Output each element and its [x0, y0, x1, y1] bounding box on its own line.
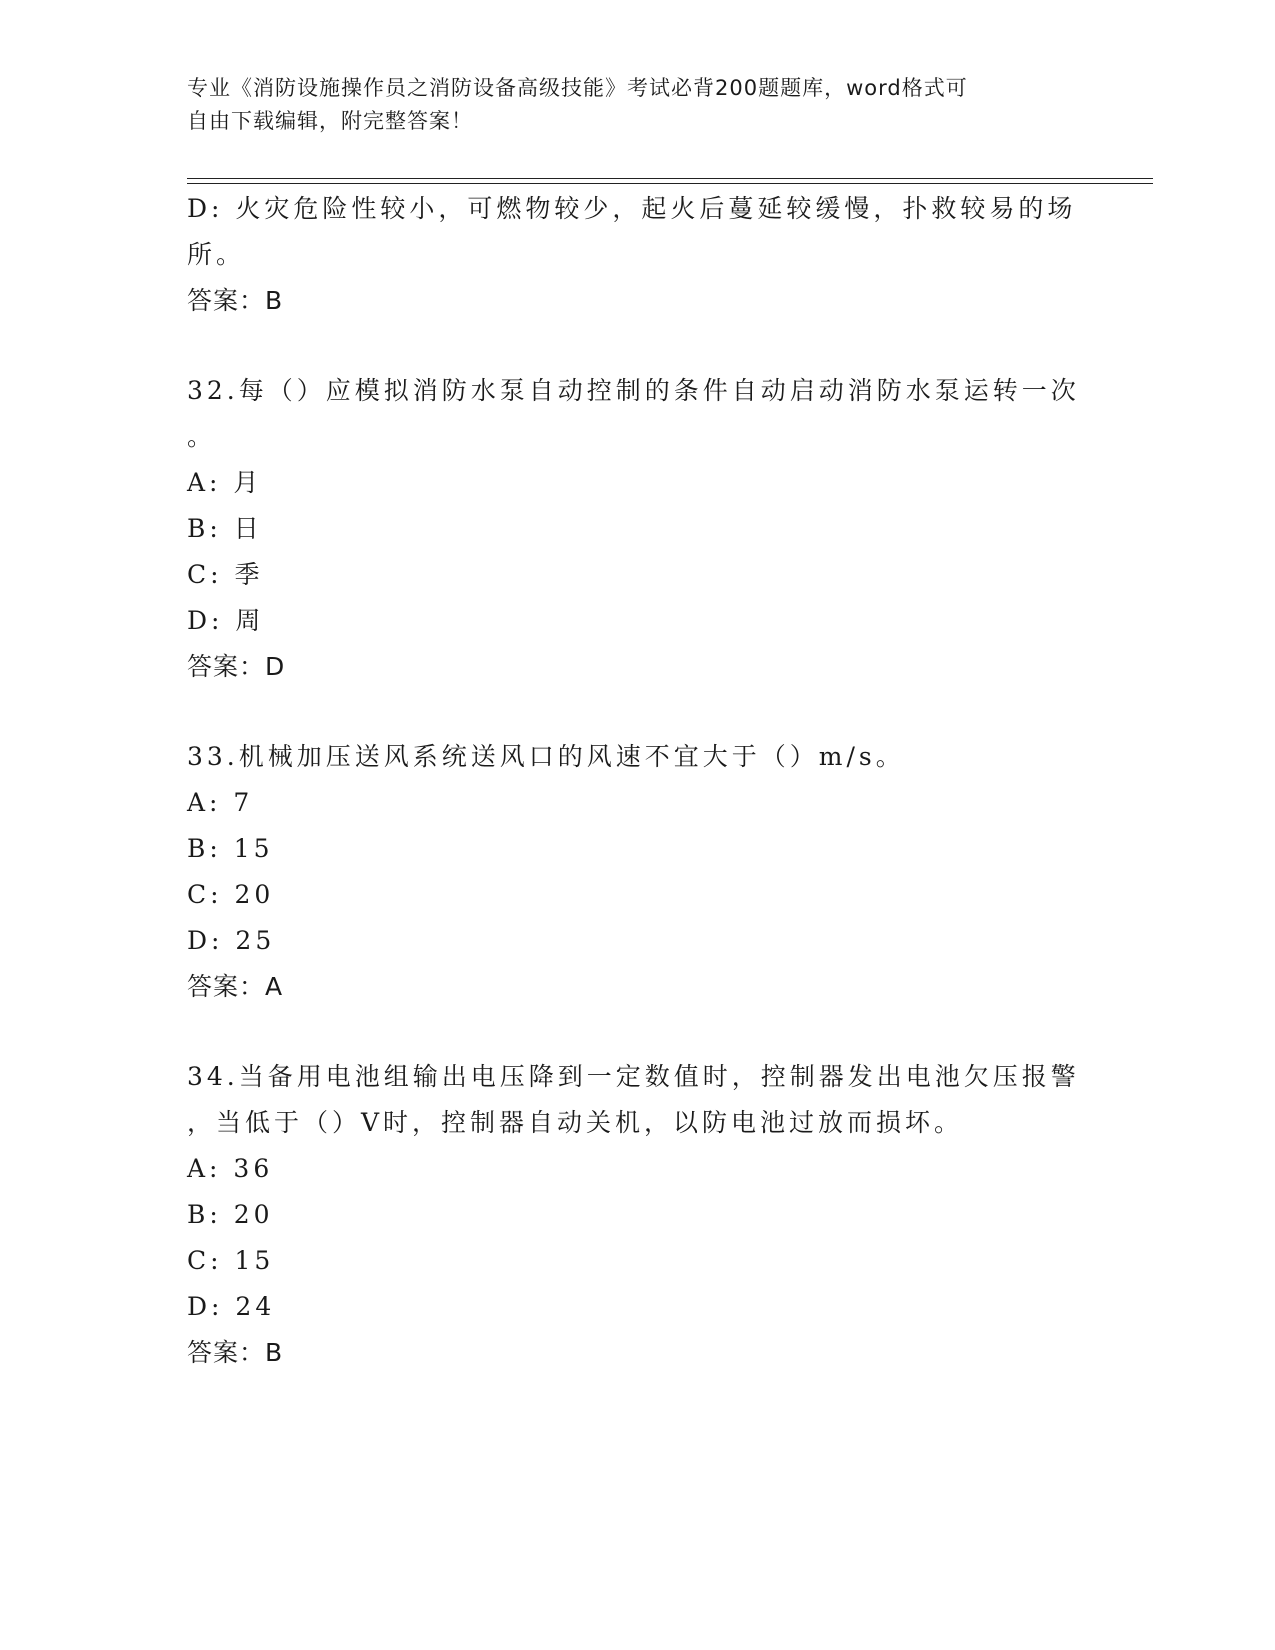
- option-a: A: 36: [187, 1154, 274, 1183]
- spacer: [187, 324, 1067, 368]
- option-d: D: 25: [187, 926, 276, 955]
- page-header: [187, 72, 1067, 138]
- question-text-continued: 。: [187, 422, 217, 451]
- question-list: [187, 186, 1080, 1376]
- option-a: A: 月: [187, 468, 263, 497]
- option-c: C: 20: [187, 880, 275, 909]
- option-d: D: 周: [187, 606, 265, 635]
- header-divider-bottom: [187, 183, 1153, 184]
- question-32: [187, 368, 1080, 690]
- question-text-continued: ，当低于（）V时，控制器自动关机，以防电池过放而损坏。: [187, 1108, 964, 1137]
- answer-label: 答案：B: [187, 1338, 284, 1367]
- answer-label: 答案：B: [187, 286, 284, 315]
- header-line-2: 自由下载编辑，附完整答案！: [187, 109, 473, 133]
- option-d: D: 火灾危险性较小，可燃物较少，起火后蔓延较缓慢，扑救较易的场: [187, 194, 1077, 223]
- question-text: 34.当备用电池组输出电压降到一定数值时，控制器发出电池欠压报警: [187, 1062, 1080, 1091]
- header-divider-top: [187, 178, 1153, 179]
- question-33: [187, 734, 1067, 1010]
- question-text: 33.机械加压送风系统送风口的风速不宜大于（）m/s。: [187, 742, 905, 771]
- question-34: [187, 1054, 1080, 1376]
- option-d-continued: 所。: [187, 240, 246, 269]
- spacer: [187, 1010, 1067, 1054]
- answer-label: 答案：A: [187, 972, 284, 1001]
- question-text: 32.每（）应模拟消防水泵自动控制的条件自动启动消防水泵运转一次: [187, 376, 1080, 405]
- option-a: A: 7: [187, 788, 254, 817]
- option-c: C: 季: [187, 560, 264, 589]
- answer-label: 答案：D: [187, 652, 286, 681]
- spacer: [187, 690, 1067, 734]
- option-b: B: 日: [187, 514, 263, 543]
- question-31-tail: [187, 186, 1077, 324]
- option-b: B: 15: [187, 834, 274, 863]
- option-b: B: 20: [187, 1200, 274, 1229]
- option-c: C: 15: [187, 1246, 275, 1275]
- header-line-1: 专业《消防设施操作员之消防设备高级技能》考试必背200题题库，word格式可: [187, 76, 968, 100]
- option-d: D: 24: [187, 1292, 276, 1321]
